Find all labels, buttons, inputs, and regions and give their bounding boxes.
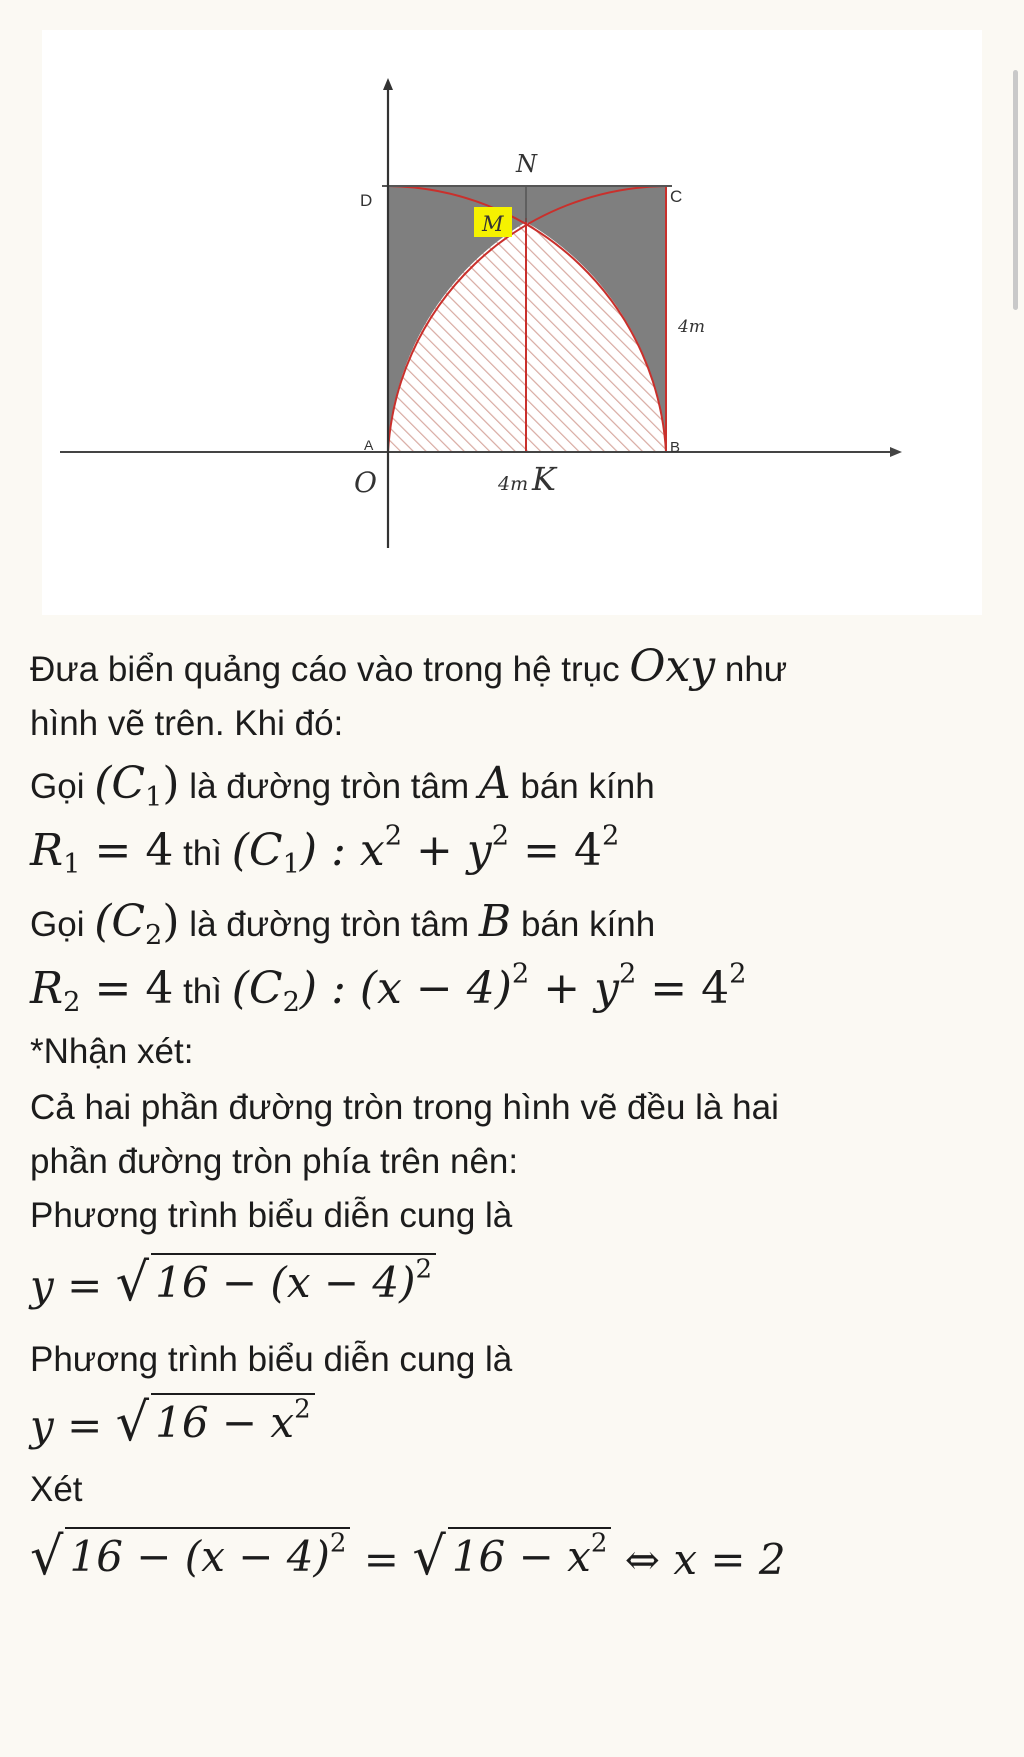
thi-text-2: thì (173, 972, 232, 1011)
y-axis-arrow (383, 78, 393, 90)
xet-line (30, 1467, 1005, 1513)
c1-eq-line (30, 820, 1005, 881)
final-equals: = (350, 1535, 413, 1584)
c1-eq-open: (C (231, 825, 283, 876)
x-axis-arrow (890, 447, 902, 457)
eq1-lhs: y = (30, 1261, 116, 1310)
scrollbar[interactable] (1013, 70, 1018, 310)
figure-card (42, 30, 982, 615)
solution-text (30, 632, 1005, 1595)
goi-text-2: Gọi (30, 905, 95, 944)
c1-subscript: 1 (145, 782, 163, 814)
intro-text-2: hình vẽ trên. Khi đó: (30, 704, 344, 743)
label-B: B (670, 439, 681, 456)
final-equation (30, 1525, 1005, 1595)
final-radicand-1: 16 − (x − 4) (69, 1532, 330, 1581)
oxy-symbol: Oxy (629, 641, 716, 692)
center-B: B (478, 896, 512, 947)
paren-squared: 2 (511, 958, 530, 990)
plus-y: + y (402, 825, 492, 876)
label-O: O (354, 466, 377, 499)
c1-close: ) (162, 758, 180, 809)
final-exponent-2: 2 (590, 1528, 608, 1559)
c2-def-line (30, 896, 1005, 952)
c2-eq-line (30, 958, 1005, 1019)
remark-heading (30, 1029, 1005, 1075)
eq2-lhs: y = (30, 1401, 116, 1450)
final-sqrt-1: √ $16 - (x - 4)^2$ (30, 1527, 350, 1584)
thi-text: thì (173, 834, 232, 873)
intro-line-2 (30, 701, 1005, 747)
final-solution: ⇔ x = 2 (611, 1535, 786, 1584)
arc-label-text-2: Phương trình biểu diễn cung là (30, 1340, 513, 1379)
label-N: N (516, 150, 537, 178)
equation-arc-1 (30, 1251, 1005, 1321)
circle-center-text-2: là đường tròn tâm (179, 905, 479, 944)
y-squared-2: 2 (618, 958, 637, 990)
c2-eq-open: (C (231, 963, 283, 1014)
c1-eq-subscript: 1 (282, 849, 300, 881)
four-squared-2: 2 (729, 958, 747, 990)
label-D: D (360, 191, 373, 210)
plus-y-2: + y (529, 963, 619, 1014)
c1-symbol: (C (94, 758, 146, 809)
remark-text-1: Cả hai phần đường tròn trong hình vẽ đều là hai (30, 1088, 779, 1127)
eq1-sqrt: √ $16 - (x - 4)^2$ (116, 1253, 436, 1310)
remark-line-2 (30, 1139, 1005, 1185)
final-radicand-2: 16 − x (451, 1532, 591, 1581)
equation-arc-2 (30, 1391, 1005, 1461)
c2-eq-body: ) : (x − 4) (299, 963, 512, 1014)
c2-close: ) (162, 896, 180, 947)
r1-symbol: R (30, 825, 64, 876)
x-squared: 2 (384, 820, 403, 852)
label-4m-right: 4m (678, 317, 705, 337)
arc-label-2 (30, 1337, 1005, 1383)
arc-label-1 (30, 1193, 1005, 1239)
c2-eq-subscript: 2 (282, 987, 300, 1019)
remark-text-2: phần đường tròn phía trên nên: (30, 1142, 519, 1181)
r1-value: = 4 (80, 825, 174, 876)
eq2-exponent: 2 (294, 1394, 311, 1425)
intro-text-end: như (715, 650, 788, 689)
label-K: K (532, 460, 556, 498)
c2-subscript: 2 (145, 920, 163, 952)
remark-line-1 (30, 1085, 1005, 1131)
intro-text: Đưa biển quảng cáo vào trong hệ trục (30, 650, 630, 689)
nhan-xet: *Nhận xét: (30, 1032, 194, 1071)
xet-text: Xét (30, 1470, 83, 1509)
c1-eq-x: ) : x (299, 825, 385, 876)
radius-text-2: bán kính (511, 905, 656, 944)
eq2-radicand: 16 − x (155, 1398, 295, 1447)
circle-center-text: là đường tròn tâm (179, 767, 479, 806)
r2-value: = 4 (80, 963, 174, 1014)
label-C: C (670, 187, 683, 206)
geometry-figure (42, 30, 982, 615)
four-squared: 2 (601, 820, 620, 852)
equals-4-2: = 4 (636, 963, 730, 1014)
equals-4: = 4 (509, 825, 602, 876)
label-4m-bottom: 4m (498, 473, 529, 495)
r2-symbol: R (30, 963, 64, 1014)
c1-def-line (30, 758, 1005, 814)
intro-line-1 (30, 641, 1005, 693)
eq1-exponent: 2 (415, 1254, 433, 1285)
r2-subscript: 2 (63, 987, 81, 1019)
c2-symbol: (C (94, 896, 146, 947)
r1-subscript: 1 (63, 849, 81, 881)
arc-label-text-1: Phương trình biểu diễn cung là (30, 1196, 513, 1235)
y-squared: 2 (491, 820, 510, 852)
radius-text: bán kính (510, 767, 655, 806)
goi-text: Gọi (30, 767, 95, 806)
eq2-sqrt: √ $16 - x^2$ (116, 1393, 315, 1450)
center-A: A (478, 758, 511, 809)
eq1-radicand: 16 − (x − 4) (155, 1258, 416, 1307)
final-exponent-1: 2 (329, 1528, 347, 1559)
label-M: M (482, 212, 504, 236)
label-A: A (364, 437, 374, 453)
final-sqrt-2: √ $16 - x^2$ (412, 1527, 611, 1584)
